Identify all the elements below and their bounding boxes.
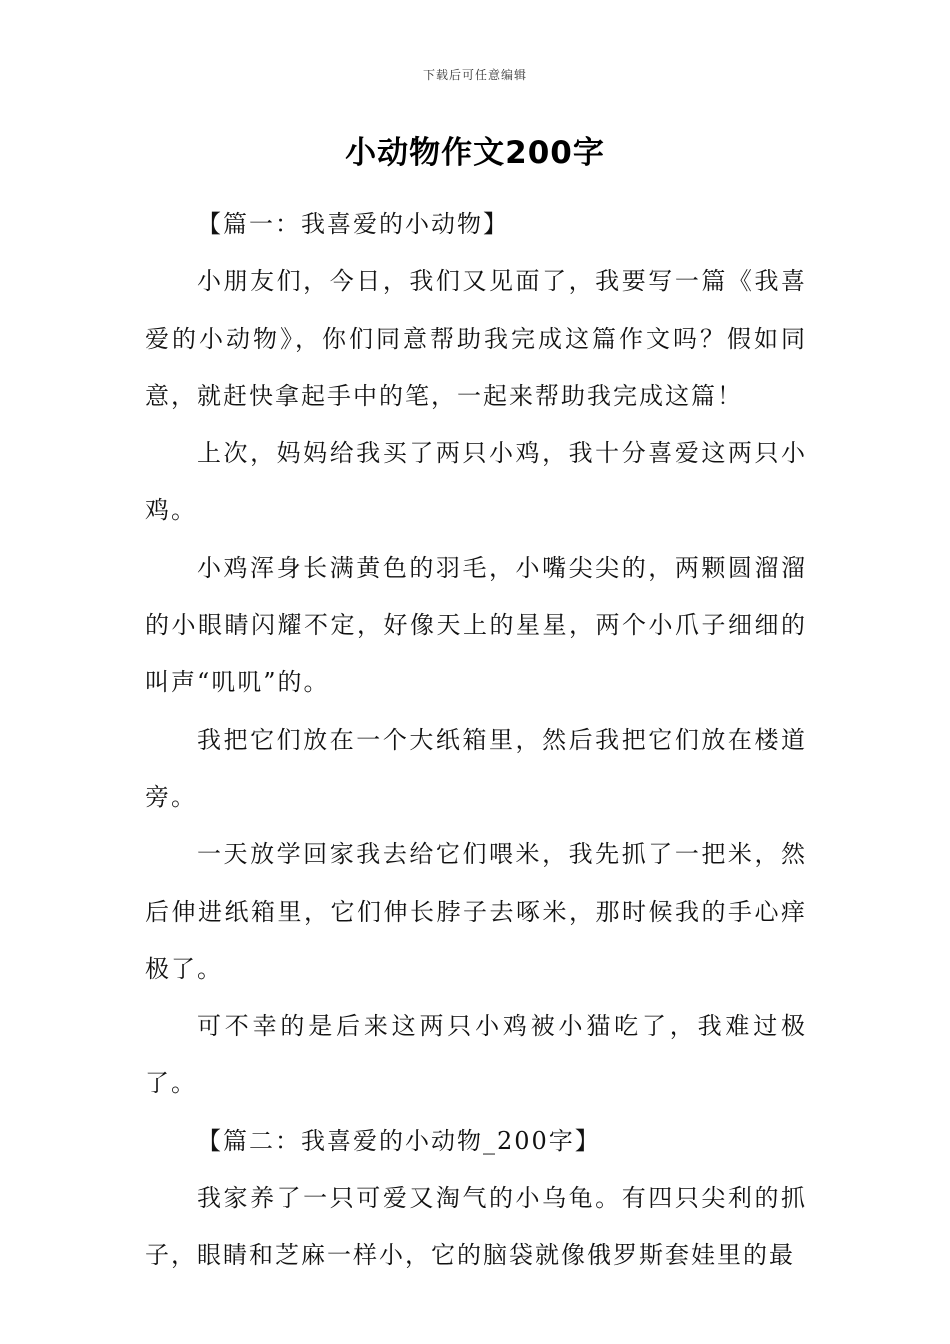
paragraph: 上次，妈妈给我买了两只小鸡，我十分喜爱这两只小鸡。 <box>145 439 807 525</box>
paragraph: 小朋友们，今日，我们又见面了，我要写一篇《我喜爱的小动物》，你们同意帮助我完成这篇作文吗？假如同意，就赶快拿起手中的笔，一起来帮助我完成这篇！ <box>145 267 807 410</box>
paragraph: 可不幸的是后来这两只小鸡被小猫吃了，我难过极了。 <box>145 1012 807 1098</box>
section-heading-2: 【篇二：我喜爱的小动物_200字】 <box>197 1126 601 1155</box>
paragraph: 小鸡浑身长满黄色的羽毛，小嘴尖尖的，两颗圆溜溜的小眼睛闪耀不定，好像天上的星星，两个小爪子细细的叫声“叽叽”的。 <box>145 553 807 697</box>
paragraph: 我家养了一只可爱又淘气的小乌龟。有四只尖利的抓子，眼睛和芝麻一样小，它的脑袋就像俄罗斯套娃里的最 <box>145 1184 807 1270</box>
document-title: 小动物作文200字 <box>345 135 605 171</box>
document-body <box>145 196 807 1285</box>
paragraph: 一天放学回家我去给它们喂米，我先抓了一把米，然后伸进纸箱里，它们伸长脖子去啄米，那时候我的手心痒极了。 <box>145 840 807 983</box>
paragraph: 我把它们放在一个大纸箱里，然后我把它们放在楼道旁。 <box>145 725 807 811</box>
section-heading-1: 【篇一：我喜爱的小动物】 <box>197 210 509 238</box>
header-note: 下载后可任意编辑 <box>422 68 527 82</box>
